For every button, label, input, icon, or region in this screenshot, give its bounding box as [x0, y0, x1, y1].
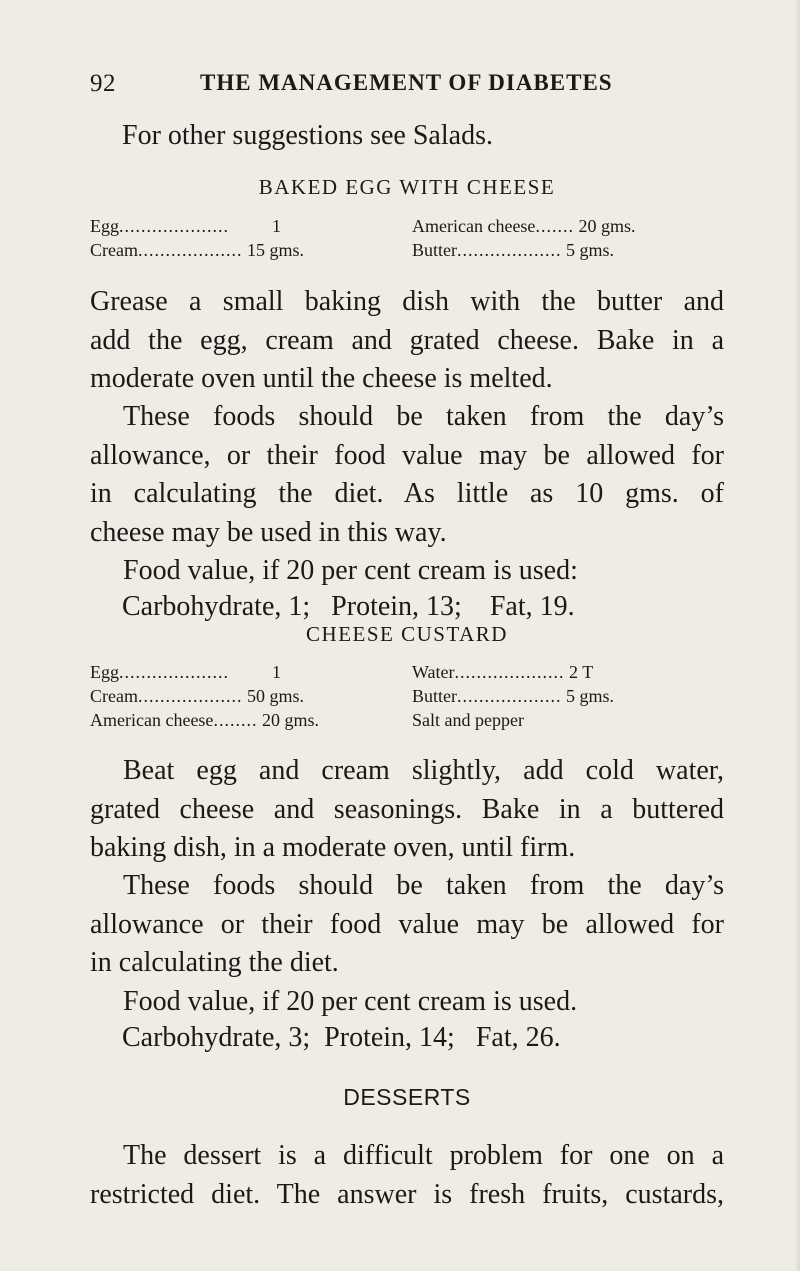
- ingredient-egg: Egg....................: [90, 216, 229, 236]
- desserts-paragraph: The dessert is a difficult problem for one on a restricted diet. The answer is fresh fruits, custards,: [90, 1140, 724, 1210]
- ingredient-american-cheese: American cheese........ 20 gms.: [90, 710, 319, 730]
- food-value-baked-egg: Food value, if 20 per cent cream is used:: [123, 555, 578, 586]
- running-title: THE MANAGEMENT OF DIABETES: [200, 70, 613, 95]
- intro-line: For other suggestions see Salads.: [122, 120, 493, 151]
- ingredient-salt-pepper: Salt and pepper: [412, 710, 524, 730]
- ingredient-cream: Cream................... 50 gms.: [90, 686, 304, 706]
- nutrition-cheese-custard: Carbohydrate, 3; Protein, 14; Fat, 26.: [122, 1022, 561, 1053]
- recipe-instructions-baked-egg: Grease a small baking dish with the butter and add the egg, cream and grated cheese. Bake in a moderate oven until the cheese is melted.: [90, 286, 724, 394]
- nutrition-baked-egg: Carbohydrate, 1; Protein, 13; Fat, 19.: [122, 591, 575, 622]
- section-title-desserts: DESSERTS: [343, 1084, 471, 1110]
- page-number: 92: [90, 70, 116, 97]
- ingredient-butter: Butter................... 5 gms.: [412, 686, 615, 706]
- recipe-instructions-cheese-custard: Beat egg and cream slightly, add cold water, grated cheese and seasonings. Bake in a buttered baking dish, in a moderate oven, until firm.: [90, 755, 724, 863]
- ingredient-butter: Butter................... 5 gms.: [412, 240, 615, 260]
- recipe-title-cheese-custard: CHEESE CUSTARD: [306, 622, 508, 646]
- page-edge: [794, 0, 800, 1271]
- ingredient-american-cheese: American cheese....... 20 gms.: [412, 216, 636, 236]
- ingredient-cream: Cream................... 15 gms.: [90, 240, 304, 260]
- ingredient-egg-qty: 1: [272, 216, 281, 236]
- recipe-note-cheese-custard: These foods should be taken from the day’s allowance or their food value may be allowed for in calculating the diet.: [90, 870, 724, 978]
- recipe-title-baked-egg: BAKED EGG WITH CHEESE: [258, 175, 556, 199]
- food-value-cheese-custard: Food value, if 20 per cent cream is used.: [123, 986, 578, 1017]
- recipe-note-baked-egg: These foods should be taken from the day’s allowance, or their food value may be allowed for in calculating the diet. As little as 10 gms. of cheese may be used in this way.: [90, 401, 724, 548]
- running-header: [90, 70, 720, 104]
- ingredient-egg: Egg....................: [90, 662, 229, 682]
- ingredient-water: Water.................... 2 T: [412, 662, 594, 682]
- ingredient-egg-qty: 1: [272, 662, 281, 682]
